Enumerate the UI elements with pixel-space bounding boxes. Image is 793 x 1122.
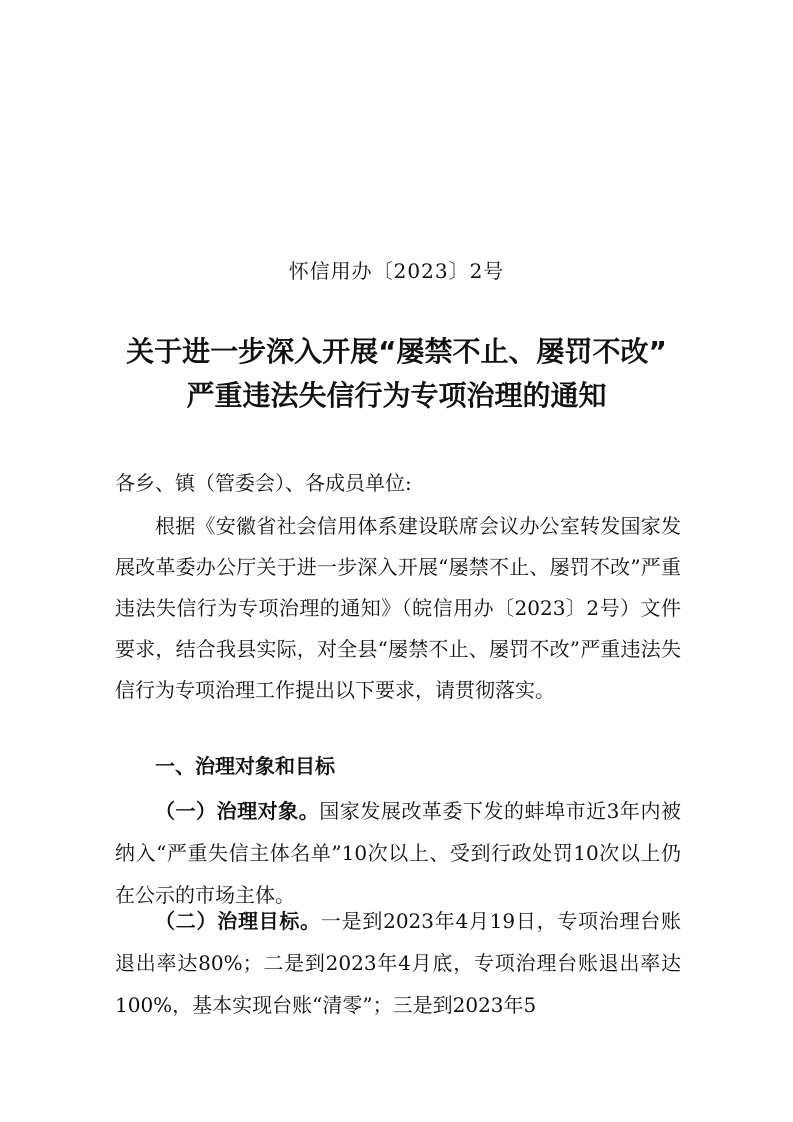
- item-1-lead: （一）治理对象。: [155, 799, 320, 823]
- item-2-paragraph: [115, 900, 681, 1026]
- document-title: [0, 330, 793, 418]
- item-1-paragraph: [115, 790, 681, 916]
- salutation: 各乡、镇（管委会）、各成员单位:: [115, 471, 412, 495]
- item-2-lead: （二）治理目标。: [155, 909, 321, 933]
- title-line-2: 严重违法失信行为专项治理的通知: [186, 379, 607, 412]
- title-line-1: 关于进一步深入开展“屡禁不止、屡罚不改”: [126, 335, 667, 368]
- section-heading-1: 一、治理对象和目标: [155, 754, 335, 778]
- item-1-text: 国家发展改革委下发的蚌埠市近3年内被纳入“严重失信主体名单”10次以上、受到行政处罚10次以上仍在公示的市场主体。: [115, 799, 681, 907]
- item-2-text: 一是到2023年4月19日，专项治理台账退出率达80%；二是到2023年4月底，专项治理台账退出率达100%，基本实现台账“清零”；三是到2023年5: [115, 909, 681, 1017]
- document-number: 怀信用办〔2023〕2号: [288, 259, 505, 283]
- paragraph-1: 根据《安徽省社会信用体系建设联席会议办公室转发国家发展改革委办公厅关于进一步深入开展“屡禁不止、屡罚不改”严重违法失信行为专项治理的通知》（皖信用办〔2023〕2号）文件要求，结合我县实际，对全县“屡禁不止、屡罚不改”严重违法失信行为专项治理工作提出以下要求，请贯彻落实。: [115, 514, 681, 702]
